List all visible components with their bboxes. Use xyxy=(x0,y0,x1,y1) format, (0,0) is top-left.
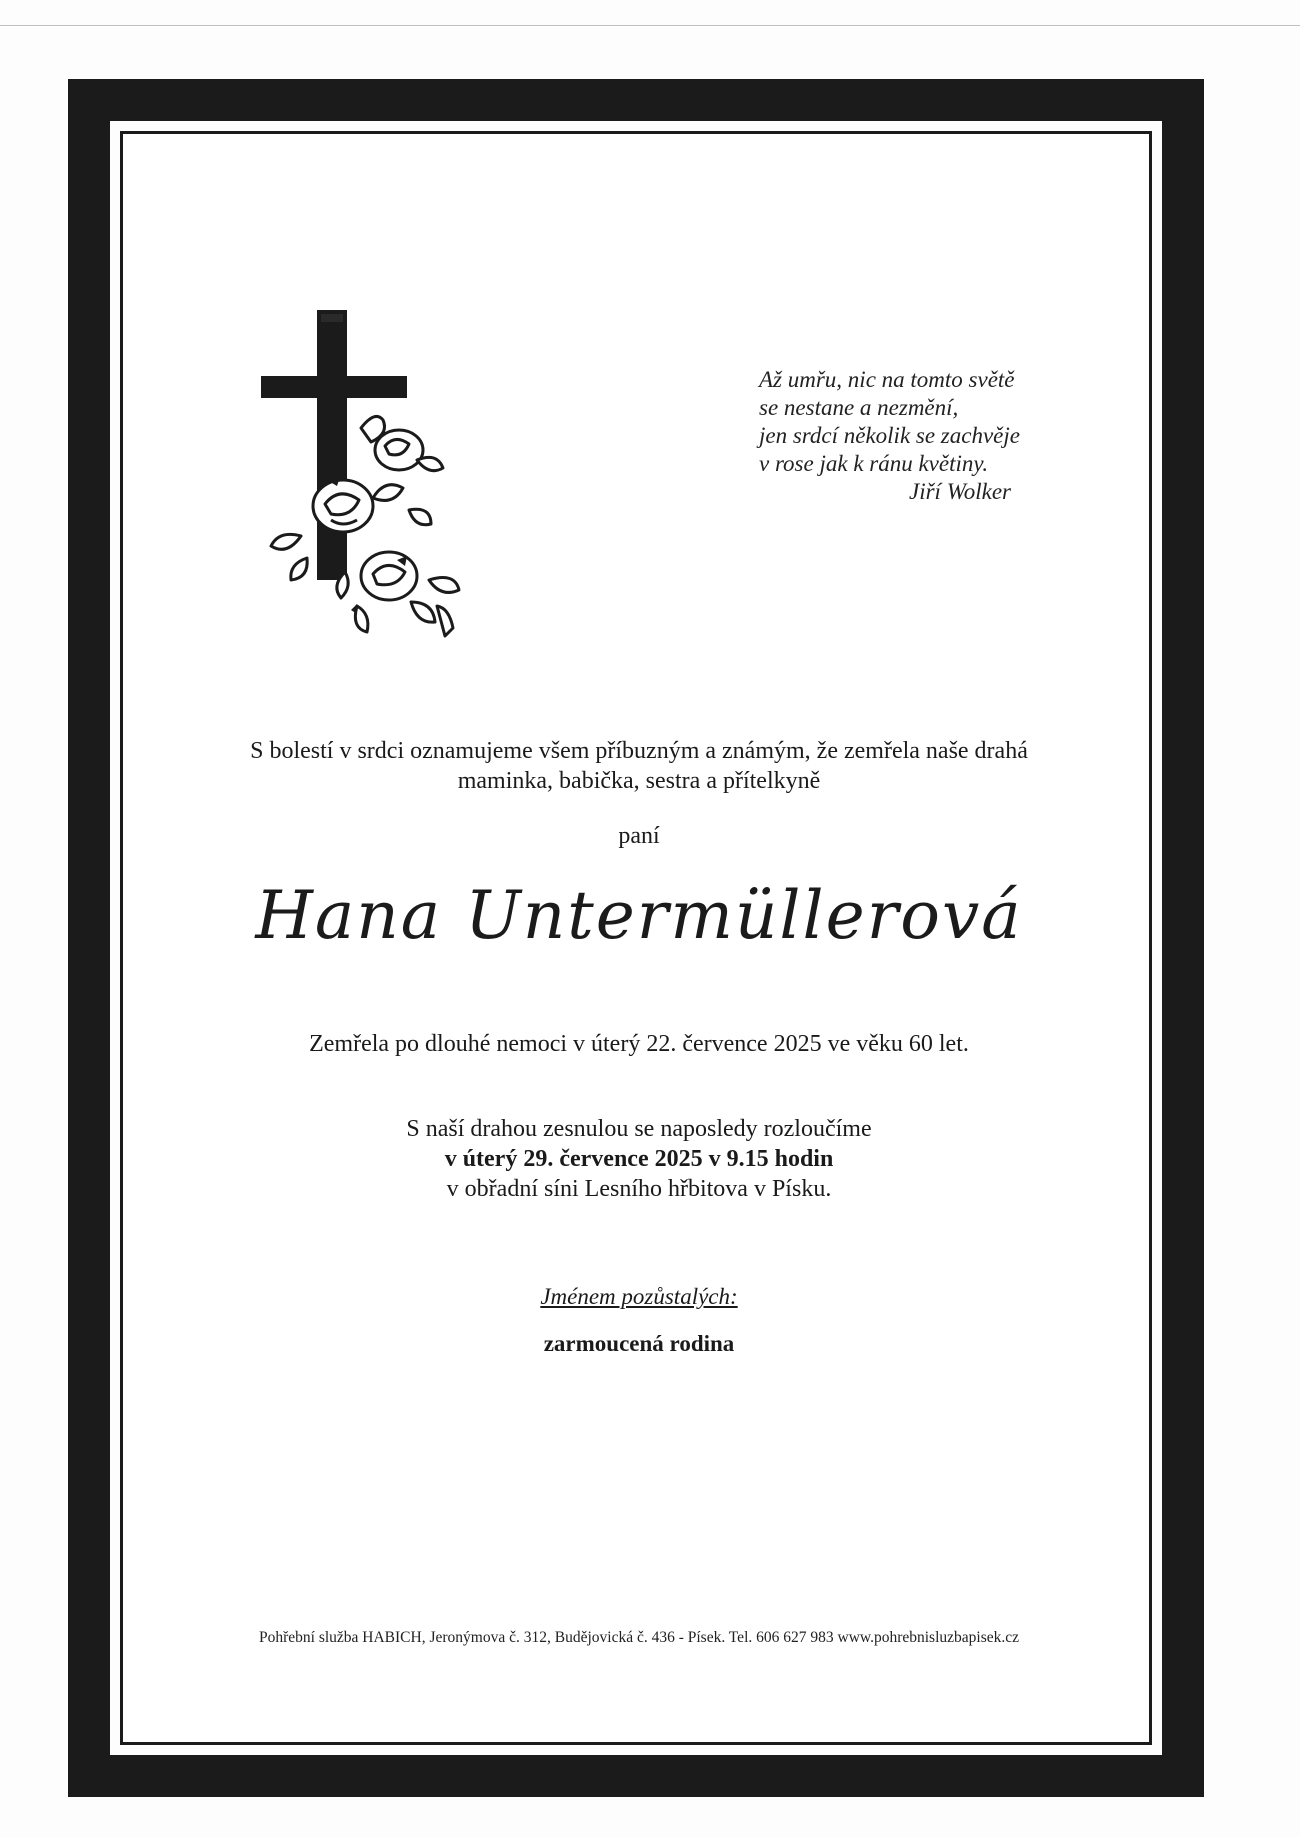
notice-content xyxy=(123,134,1155,1748)
poem xyxy=(759,366,1079,506)
ceremony-place: v obřadní síni Lesního hřbitova v Písku. xyxy=(446,1176,832,1202)
announcement xyxy=(123,736,1155,796)
signoff-label: Jménem pozůstalých: xyxy=(540,1284,738,1309)
deceased-name: Hana Untermüllerová xyxy=(255,877,1023,954)
mourning-border-inner xyxy=(120,131,1152,1745)
funeral-service-footer: Pohřební služba HABICH, Jeronýmova č. 312, Budějovická č. 436 - Písek. Tel. 606 627 983 www.pohrebnisluzbapisek.cz xyxy=(258,1629,1019,1646)
mourning-border-gap xyxy=(110,121,1162,1755)
death-notice: Zemřela po dlouhé nemoci v úterý 22. července 2025 ve věku 60 let. xyxy=(309,1031,969,1057)
poem-author: Jiří Wolker xyxy=(909,479,1011,504)
poem-line: Až umřu, nic na tomto světě xyxy=(759,367,1015,392)
announcement-line-1: S bolestí v srdci oznamujeme všem příbuzným a známým, že zemřela naše drahá xyxy=(250,738,1028,764)
ceremony-info xyxy=(123,1114,1155,1204)
cross-with-roses-icon xyxy=(261,310,481,650)
poem-line: jen srdcí několik se zachvěje xyxy=(759,423,1020,448)
ceremony-datetime: v úterý 29. července 2025 v 9.15 hodin xyxy=(444,1146,834,1172)
honorific-title: paní xyxy=(618,823,660,849)
poem-line: v rose jak k ránu květiny. xyxy=(759,451,989,476)
ceremony-line-1: S naší drahou zesnulou se naposledy rozloučíme xyxy=(406,1116,872,1142)
poem-line: se nestane a nezmění, xyxy=(759,395,959,420)
signoff-name: zarmoucená rodina xyxy=(543,1331,735,1356)
announcement-line-2: maminka, babička, sestra a přítelkyně xyxy=(457,768,821,794)
mourning-border-outer xyxy=(68,79,1204,1797)
scan-edge-line xyxy=(0,25,1300,26)
